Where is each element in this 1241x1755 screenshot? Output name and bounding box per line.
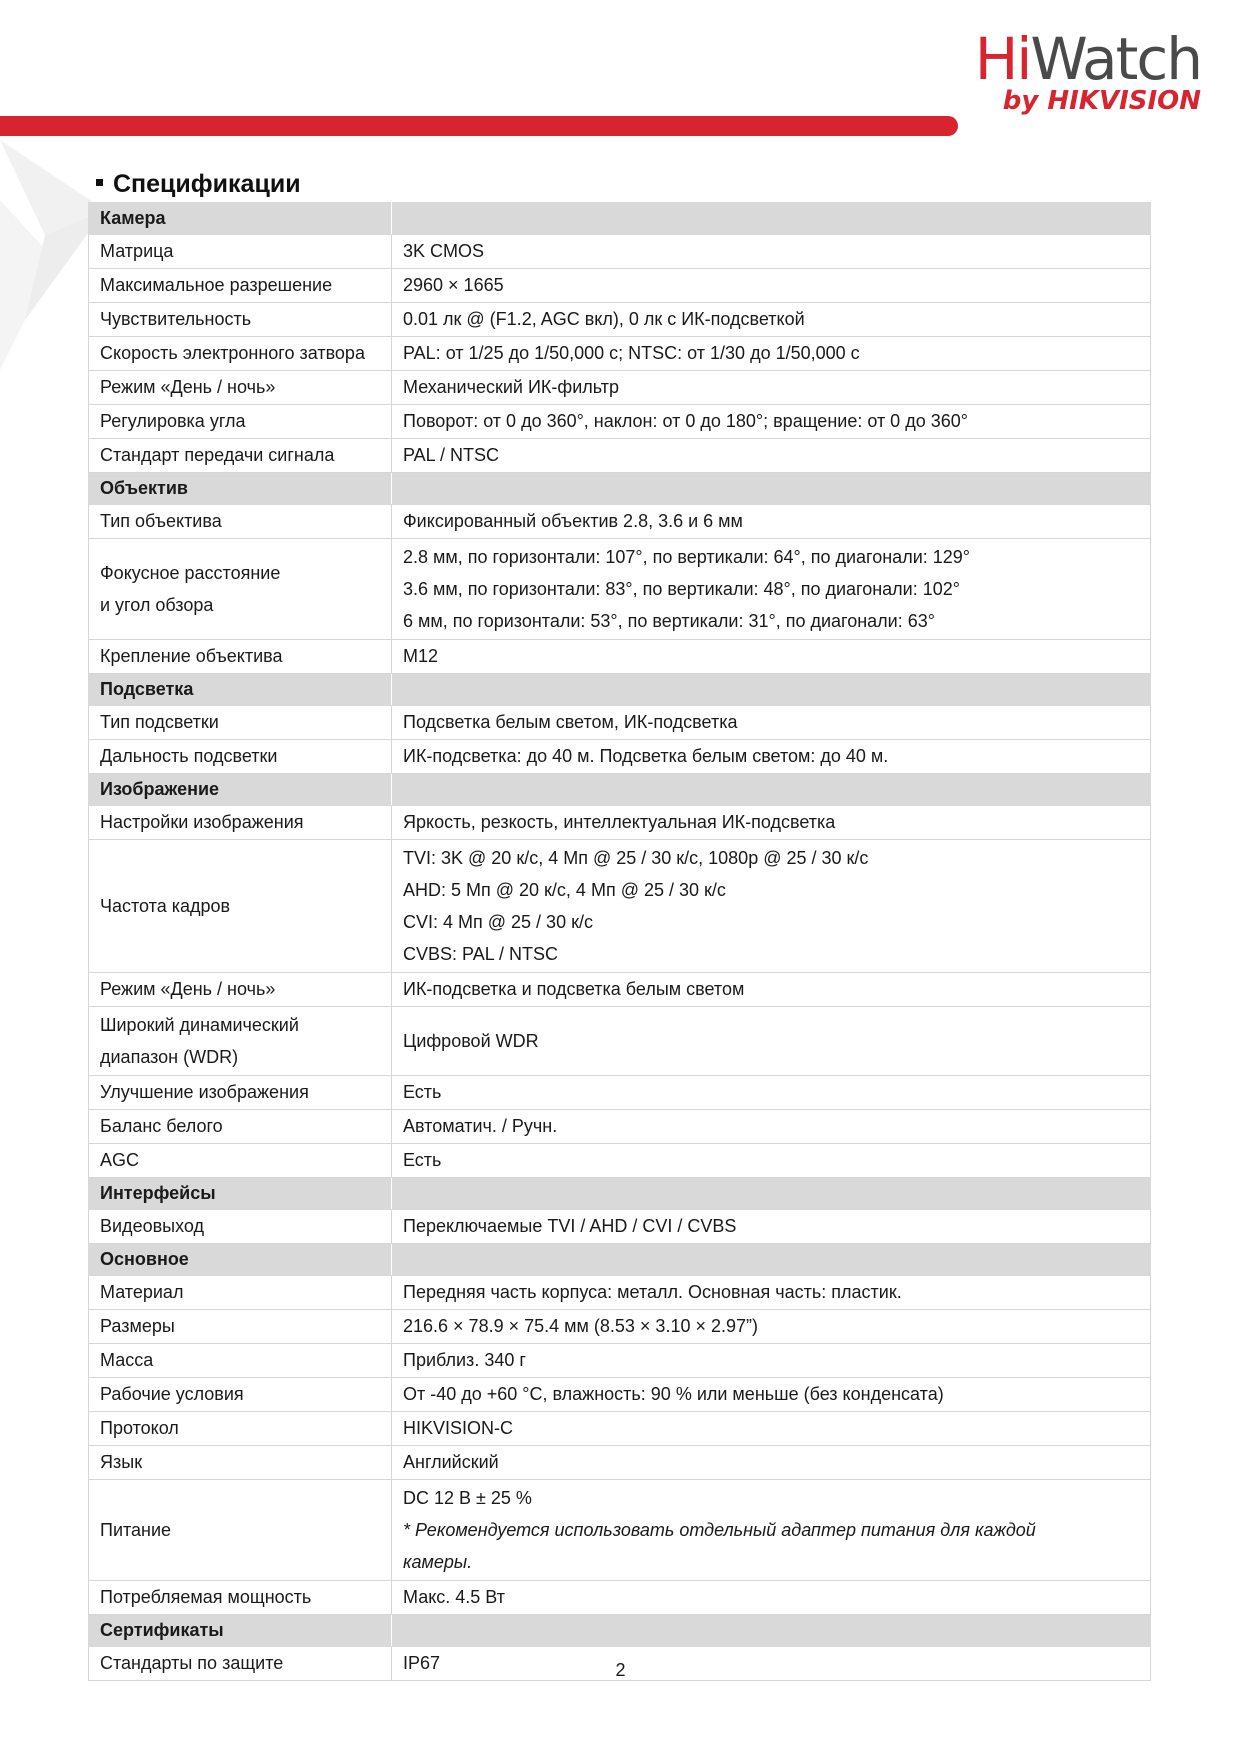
spec-row [89,640,1151,674]
spec-value-line: ИК-подсветка: до 40 м. Подсветка белым светом: до 40 м. [403,746,889,767]
spec-value [392,1076,1151,1110]
spec-key: Протокол [89,1412,392,1446]
spec-row [89,706,1151,740]
spec-value [392,337,1151,371]
spec-row [89,1344,1151,1378]
spec-value-line: AHD: 5 Мп @ 20 к/с, 4 Мп @ 25 / 30 к/с [403,880,726,900]
spec-row [89,505,1151,539]
spec-key: Тип объектива [89,505,392,539]
spec-key: Частота кадров [89,840,392,973]
spec-row [89,1446,1151,1480]
spec-value-line: PAL: от 1/25 до 1/50,000 с; NTSC: от 1/30 до 1/50,000 с [403,343,860,364]
spec-value [392,303,1151,337]
spec-key-line: Широкий динамический [100,1015,299,1035]
logo-brand-watch: Watch [1030,25,1201,93]
spec-key: Язык [89,1446,392,1480]
spec-value-line: 2960 × 1665 [403,275,504,296]
spec-table [88,202,1151,1681]
spec-value [392,1344,1151,1378]
spec-row [89,1110,1151,1144]
spec-row [89,840,1151,973]
spec-key: Регулировка угла [89,405,392,439]
section-title: Подсветка [89,674,392,706]
page-title [96,170,301,199]
spec-key: Настройки изображения [89,806,392,840]
spec-value [392,439,1151,473]
spec-value-line: Фиксированный объектив 2.8, 3.6 и 6 мм [403,511,743,532]
section-header-spacer [392,203,1151,235]
spec-value-line: Автоматич. / Ручн. [403,1116,558,1137]
spec-key: Масса [89,1344,392,1378]
spec-note-line: * Рекомендуется использовать отдельный адаптер питания для каждой [403,1520,1036,1540]
spec-value-line: M12 [403,646,439,667]
spec-key: Баланс белого [89,1110,392,1144]
section-header-row [89,1615,1151,1647]
spec-value [392,806,1151,840]
spec-value-line: CVI: 4 Мп @ 25 / 30 к/с [403,912,593,932]
section-header-row [89,1244,1151,1276]
spec-value [392,706,1151,740]
spec-key: Режим «День / ночь» [89,371,392,405]
section-header-spacer [392,774,1151,806]
section-header-row [89,774,1151,806]
spec-value [392,1144,1151,1178]
spec-value [392,973,1151,1007]
spec-row [89,405,1151,439]
hiwatch-logo [941,25,1201,116]
spec-value [392,1480,1151,1581]
spec-row [89,269,1151,303]
spec-row [89,740,1151,774]
section-header-row [89,203,1151,235]
spec-value-line: Есть [403,1082,442,1103]
spec-row [89,1310,1151,1344]
spec-value-line: HIKVISION-C [403,1418,514,1439]
logo-brand [941,25,1201,93]
section-header-spacer [392,1244,1151,1276]
spec-value [392,1210,1151,1244]
section-header-row [89,473,1151,505]
spec-value-line: 216.6 × 78.9 × 75.4 мм (8.53 × 3.10 × 2.97”) [403,1316,758,1337]
spec-row [89,337,1151,371]
spec-key: Питание [89,1480,392,1581]
spec-value-line: TVI: 3K @ 20 к/с, 4 Мп @ 25 / 30 к/с, 1080p @ 25 / 30 к/с [403,848,869,868]
spec-value-line: 3K CMOS [403,241,485,262]
section-header-spacer [392,1178,1151,1210]
spec-value [392,235,1151,269]
spec-key: Материал [89,1276,392,1310]
spec-key-line: и угол обзора [100,595,214,615]
spec-value-line: Переключаемые TVI / AHD / CVI / CVBS [403,1216,737,1237]
page-number: 2 [615,1660,626,1680]
spec-value-line: От -40 до +60 °C, влажность: 90 % или меньше (без конденсата) [403,1384,944,1405]
section-title: Объектив [89,473,392,505]
spec-value [392,640,1151,674]
spec-key: Скорость электронного затвора [89,337,392,371]
spec-key-line: Фокусное расстояние [100,563,281,583]
section-title: Основное [89,1244,392,1276]
spec-value [392,1276,1151,1310]
spec-row [89,1276,1151,1310]
logo-brand-hi: Hi [974,25,1031,93]
logo-by-brand: HIKVISION [1047,86,1201,116]
spec-value-line: 2.8 мм, по горизонтали: 107°, по вертикали: 64°, по диагонали: 129° [403,547,970,567]
spec-value [392,1446,1151,1480]
spec-key: AGC [89,1144,392,1178]
spec-key: Рабочие условия [89,1378,392,1412]
spec-value [392,840,1151,973]
spec-key: Матрица [89,235,392,269]
spec-key: Режим «День / ночь» [89,973,392,1007]
spec-key: Чувствительность [89,303,392,337]
spec-value-line: 0.01 лк @ (F1.2, AGC вкл), 0 лк с ИК-подсветкой [403,309,805,330]
spec-row [89,1581,1151,1615]
spec-row [89,806,1151,840]
spec-value-line: DC 12 В ± 25 % [403,1488,532,1508]
section-header-row [89,1178,1151,1210]
section-title: Камера [89,203,392,235]
spec-row [89,303,1151,337]
spec-row [89,1007,1151,1076]
section-header-spacer [392,1615,1151,1647]
spec-key: Дальность подсветки [89,740,392,774]
header-red-bar [0,116,958,136]
spec-note-line: камеры. [403,1552,473,1572]
spec-value-line: Приблиз. 340 г [403,1350,526,1371]
spec-key-line: диапазон (WDR) [100,1047,239,1067]
section-header-spacer [392,674,1151,706]
spec-value-line: Цифровой WDR [403,1030,539,1051]
section-title: Изображение [89,774,392,806]
spec-row [89,1412,1151,1446]
spec-value [392,269,1151,303]
spec-value-line: 3.6 мм, по горизонтали: 83°, по вертикали: 48°, по диагонали: 102° [403,579,960,599]
section-title: Интерфейсы [89,1178,392,1210]
spec-row [89,1076,1151,1110]
spec-value-line: CVBS: PAL / NTSC [403,944,559,964]
spec-value [392,740,1151,774]
spec-key [89,1007,392,1076]
spec-row [89,1480,1151,1581]
section-header-spacer [392,473,1151,505]
spec-key [89,539,392,640]
page-title-text: Спецификации [113,170,301,198]
spec-value-line: IP67 [403,1653,441,1674]
spec-value-line: Макс. 4.5 Вт [403,1587,505,1608]
section-title: Сертификаты [89,1615,392,1647]
spec-value-line: Механический ИК-фильтр [403,377,619,398]
spec-value-line: ИК-подсветка и подсветка белым светом [403,979,745,1000]
spec-value [392,371,1151,405]
spec-value [392,1310,1151,1344]
spec-key: Крепление объектива [89,640,392,674]
section-header-row [89,674,1151,706]
spec-row [89,371,1151,405]
spec-value-line: Есть [403,1150,442,1171]
spec-key: Стандарты по защите [89,1647,392,1681]
spec-key: Улучшение изображения [89,1076,392,1110]
spec-value [392,1412,1151,1446]
title-bullet [96,179,103,186]
spec-value-line: Подсветка белым светом, ИК-подсветка [403,712,738,733]
spec-value [392,1581,1151,1615]
spec-key: Стандарт передачи сигнала [89,439,392,473]
spec-value-line: PAL / NTSC [403,445,500,466]
spec-key: Максимальное разрешение [89,269,392,303]
spec-value-line: 6 мм, по горизонтали: 53°, по вертикали: 31°, по диагонали: 63° [403,611,935,631]
spec-key: Видеовыход [89,1210,392,1244]
spec-value [392,505,1151,539]
spec-value-line: Английский [403,1452,499,1473]
spec-value-line: Поворот: от 0 до 360°, наклон: от 0 до 180°; вращение: от 0 до 360° [403,411,968,432]
spec-value-line: Яркость, резкость, интеллектуальная ИК-подсветка [403,812,836,833]
spec-value [392,1007,1151,1076]
spec-row [89,235,1151,269]
spec-key: Потребляемая мощность [89,1581,392,1615]
spec-row [89,973,1151,1007]
spec-value [392,1110,1151,1144]
spec-value [392,405,1151,439]
spec-key: Тип подсветки [89,706,392,740]
logo-by-prefix: by [1002,86,1048,116]
spec-row [89,1144,1151,1178]
spec-row [89,539,1151,640]
spec-value [392,1378,1151,1412]
spec-value [392,539,1151,640]
spec-row [89,439,1151,473]
spec-row [89,1378,1151,1412]
spec-row [89,1210,1151,1244]
spec-key: Размеры [89,1310,392,1344]
spec-value-line: Передняя часть корпуса: металл. Основная часть: пластик. [403,1282,902,1303]
